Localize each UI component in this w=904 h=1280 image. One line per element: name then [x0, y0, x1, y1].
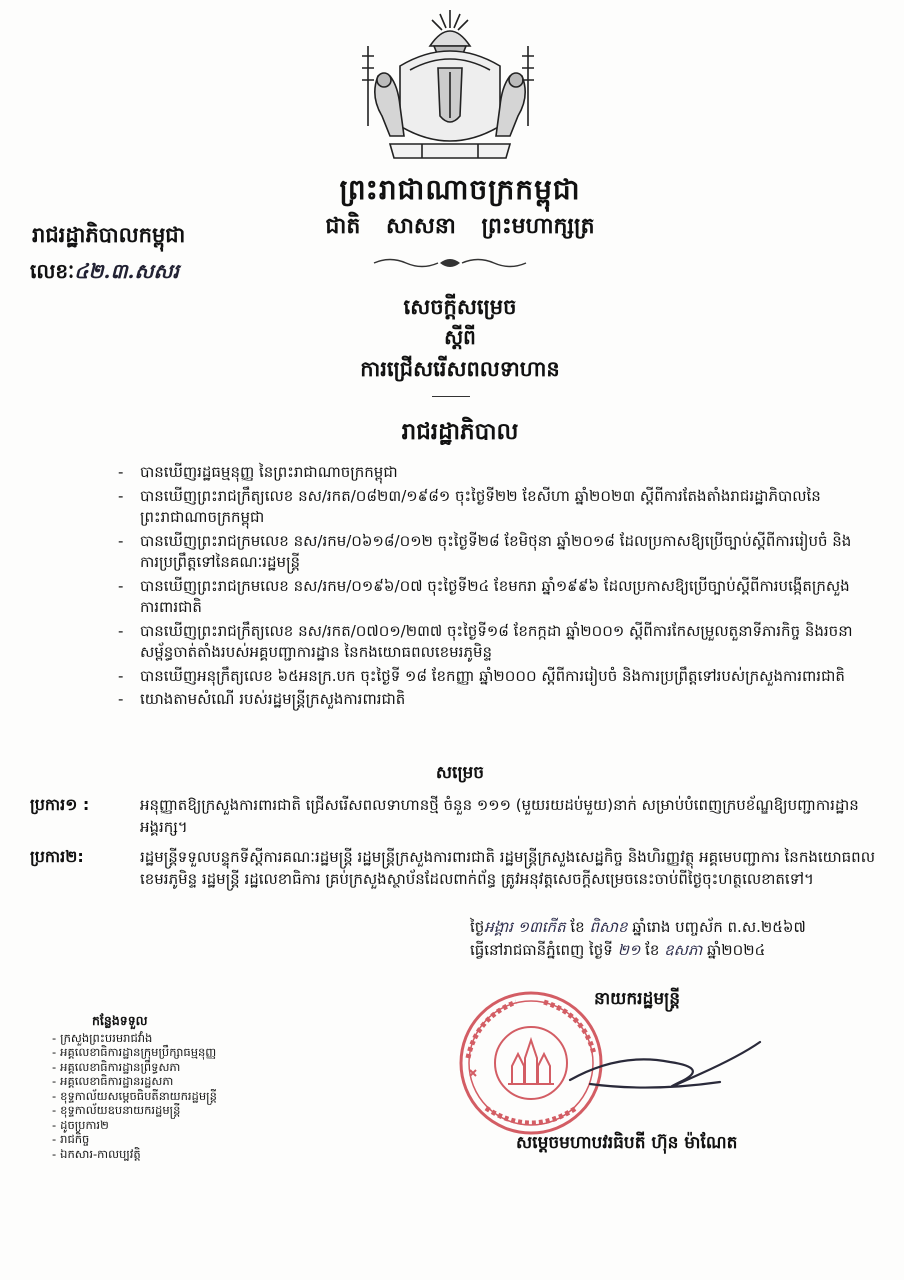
recitals-list [118, 462, 870, 713]
lunar-date: ថ្ងៃអង្គារ ១៣កើត ខែ ពិសាខ ឆ្នាំរោង បញ្ចស័ក ព.ស.២៥៦៧ [470, 918, 806, 936]
solar-date: ធ្វើនៅរាជធានីភ្នំពេញ ថ្ងៃទី ២១ ខែ ឧសភា ឆ្នាំ២០២៤ [470, 941, 766, 959]
recipients-title: កន្លែងទទួល [92, 1013, 148, 1028]
recital-item: - យោងតាមសំណើ របស់រដ្ឋមន្ត្រីក្រសួងការពារជាតិ [118, 690, 406, 708]
kingdom-title: ព្រះរាជាណាចក្រកម្ពុជា [339, 173, 581, 206]
article-text: អនុញ្ញាតឱ្យក្រសួងការពារជាតិ ជ្រើសរើសពលទាហានថ្មី ចំនួន ១១១ (មួយរយដប់មួយ)នាក់ សម្រាប់បំពេញក្របខ័ណ្ឌឱ្យបញ្ជាការដ្ឋានអង្គរក្ស។ [140, 796, 859, 836]
recipient-item: - ឯកសារ-កាលប្បវត្តិ [52, 1147, 312, 1162]
national-motto: ជាតិ សាសនា ព្រះមហាក្សត្រ [325, 214, 595, 239]
recipient-item: - ក្រសួងព្រះបរមរាជវាំង [52, 1031, 312, 1046]
reference-number [30, 258, 179, 288]
signatory-title: នាយករដ្ឋមន្ត្រី [594, 989, 680, 1009]
issuing-authority: រាជរដ្ឋាភិបាលកម្ពុជា [32, 223, 186, 247]
document-about: ស្ដីពី [444, 325, 476, 349]
recital-item: - បានឃើញព្រះរាជក្រឹត្យលេខ នស/រកត/០៧០១/២៣៧ ចុះថ្ងៃទី១៨ ខែកក្កដា ឆ្នាំ២០០១ ស្ដីពីការកែសម្រួលតួនាទីភារកិច្ច និងរចនាសម្ព័ន្ធចាត់តាំងរបស់អគ្គបញ្ជាការដ្ឋាន នៃកងយោធពលខេមរភូមិន្ទ [118, 621, 853, 661]
signer-name: សម្ដេចមហាបវរធិបតី ហ៊ុន ម៉ាណែត [516, 1133, 738, 1153]
decision-heading: សម្រេច [435, 763, 485, 783]
recital-item: - បានឃើញអនុក្រឹត្យលេខ ៦៥អនក្រ.បក ចុះថ្ងៃទី ១៨ ខែកញ្ញា ឆ្នាំ២០០០ ស្ដីពីការរៀបចំ និងការប្រព្រឹត្តទៅរបស់ក្រសួងការពារជាតិ [118, 666, 845, 685]
divider-ornament [370, 256, 530, 270]
recital-item: - បានឃើញព្រះរាជក្រឹត្យលេខ នស/រកត/០៨២៣/១៩៨១ ចុះថ្ងៃទី២២ ខែសីហា ឆ្នាំ២០២៣ ស្ដីពីការតែងតាំងរាជរដ្ឋាភិបាលនៃព្រះរាជាណាចក្រកម្ពុជា [118, 486, 821, 526]
recipients-list [52, 1031, 312, 1162]
article-2 [30, 846, 876, 890]
title-divider [432, 396, 470, 397]
royal-coat-of-arms-emblem [360, 6, 540, 166]
article-label: ប្រការ២: [30, 847, 84, 866]
recipients-block [52, 1014, 312, 1161]
recital-item: - បានឃើញព្រះរាជក្រមលេខ នស/រកម/០៦១៨/០១២ ចុះថ្ងៃទី២៨ ខែមិថុនា ឆ្នាំ២០១៨ ដែលប្រកាសឱ្យប្រើច្បាប់ស្ដីពីការរៀបចំ និងការប្រព្រឹត្តទៅនៃគណៈរដ្ឋមន្ត្រី [118, 531, 852, 571]
recital-item: - បានឃើញព្រះរាជក្រមលេខ នស/រកម/០១៩៦/០៧ ចុះថ្ងៃទី២៤ ខែមករា ឆ្នាំ១៩៩៦ ដែលប្រកាសឱ្យប្រើច្បាប់ស្ដីពីការបង្កើតក្រសួងការពារជាតិ [118, 576, 850, 616]
recipient-item: - ខុទ្ទកាល័យឧបនាយករដ្ឋមន្ត្រី [52, 1103, 312, 1118]
document-subject: ការជ្រើសរើសពលទាហាន [360, 357, 560, 381]
reference-value: ៤២.៣.សសរ [74, 259, 179, 283]
article-text: រដ្ឋមន្ត្រីទទួលបន្ទុកទីស្ដីការគណៈរដ្ឋមន្ត្រី រដ្ឋមន្ត្រីក្រសួងការពារជាតិ រដ្ឋមន្ត្រីក្រសួងសេដ្ឋកិច្ច និងហិរញ្ញវត្ថុ អគ្គមេបញ្ជាការ នៃកងយោធពលខេមរភូមិន្ទ រដ្ឋមន្ត្រី រដ្ឋលេខាធិការ គ្រប់ក្រសួងស្ថាប័នដែលពាក់ព័ន្ធ ត្រូវអនុវត្តសេចក្ដីសម្រេចនេះចាប់ពីថ្ងៃចុះហត្ថលេខាតទៅ។ [140, 848, 875, 888]
government-heading: រាជរដ្ឋាភិបាល [401, 419, 519, 445]
recipient-item: - អគ្គលេខាធិការដ្ឋានរដ្ឋសភា [52, 1074, 312, 1089]
article-1 [30, 794, 876, 838]
document-type: សេចក្ដីសម្រេច [403, 295, 517, 319]
article-label: ប្រការ១ : [30, 795, 90, 814]
recipient-item: - ខុទ្ទកាល័យសម្ដេចធិបតីនាយករដ្ឋមន្ត្រី [52, 1089, 312, 1104]
recipient-item: - អគ្គលេខាធិការដ្ឋានព្រឹទ្ធសភា [52, 1060, 312, 1075]
reference-label: លេខៈ [30, 259, 75, 283]
recipient-item: - អគ្គលេខាធិការដ្ឋានក្រុមប្រឹក្សាធម្មនុញ្ញ [52, 1045, 312, 1060]
handwritten-signature [560, 1022, 770, 1102]
recipient-item: - រាជកិច្ច [52, 1132, 312, 1147]
dating-block [470, 916, 890, 962]
recital-item: - បានឃើញរដ្ឋធម្មនុញ្ញ នៃព្រះរាជាណាចក្រកម្ពុជា [118, 463, 398, 481]
recipient-item: - ដូចប្រការ២ [52, 1118, 312, 1133]
